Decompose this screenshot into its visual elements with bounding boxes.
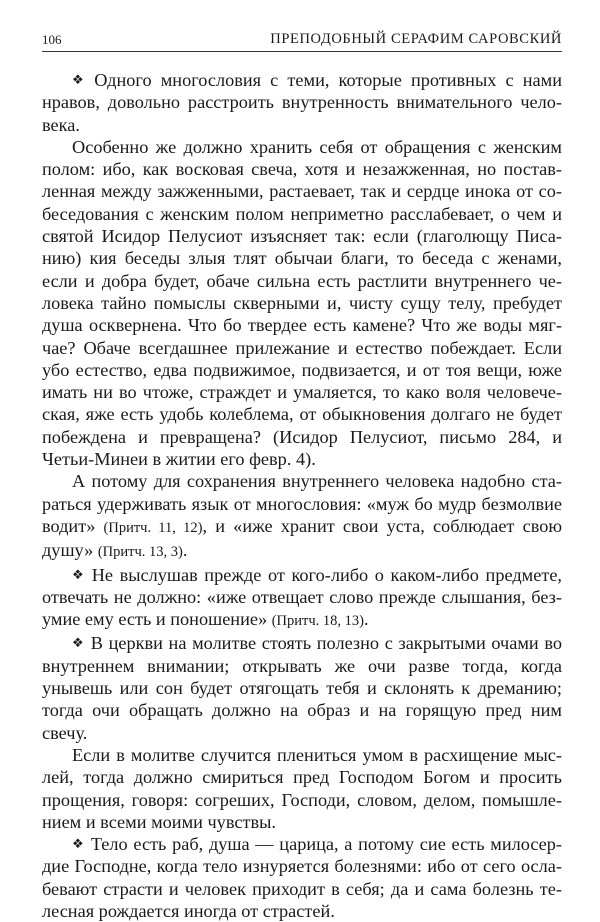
page-number: 106 bbox=[42, 32, 62, 47]
paragraph bbox=[42, 744, 562, 833]
paragraph-text: А потому для сохранения внутреннего человека надобно стараться удерживать язык от многословия: «муж бо мудр безмолвие водит» bbox=[42, 471, 562, 536]
paragraph bbox=[42, 632, 562, 743]
paragraph-text: , и «иже хранит свои уста, соблюдает свою душу» bbox=[42, 515, 563, 561]
diamond-bullet-icon: ❖ bbox=[72, 72, 89, 87]
paragraph-text: Если в молитве случится плениться умом в расхищение мыслей, тогда должно смириться пред Господом Богом и просить прощения, говоря: согреших, Господи, словом, делом, помышлением и всеми моими чувствы. bbox=[42, 744, 562, 832]
paragraph-text: . bbox=[363, 609, 369, 630]
paragraph-text: Одного многословия с теми, которые противных с нами нравов, довольно расстроить внутренность внимательного человека. bbox=[42, 70, 562, 135]
paragraph bbox=[42, 136, 562, 470]
paragraph bbox=[42, 564, 562, 633]
diamond-bullet-icon: ❖ bbox=[72, 836, 85, 852]
book-page bbox=[42, 28, 562, 922]
paragraph-text: В церкви на молитве стоять полезно с закрытыми очами во внутреннем внимании; открывать же очи разве тогда, когда унывешь или сон будет отягощать тебя и склонять к дреманию; тогда очи обращать должно на образ и на горящую пред ним свечу. bbox=[42, 633, 563, 743]
paragraph-text: Особенно же должно хранить себя от обращения с женским полом: ибо, как восковая свеча, хотя и незажженная, но поставленная между зажженными, растаевает, так и сердце инока от собеседования с женским полом неприметно расслабевает, о чем и святой Исидор Пелусиот изъясняет так: если (глаголющу Писанию) кия беседы злыя тлят обычаи благи, то беседа с женами, если и добра будет, обаче сильна есть растлити внутреннего человека тайно помыслы скверными и, чисту сущу телу, пребудет душа осквернена. Что бо твердее есть камене? Что же воды мягчае? Обаче всегдашнее прилежание и естество побеждает. Если убо естество, едва подвижимое, подвизается, и от тоя вещи, юже имать ни во чтоже, страждет и умаляется, то како воля человеческая, яже есть удобь колеблема, от обыкновения долгаго не будет побеждена и превращена? (Исидор Пелусиот, письмо 284, и Четьи-Минеи в житии его февр. 4). bbox=[42, 136, 562, 470]
running-header bbox=[42, 28, 562, 52]
running-title: ПРЕПОДОБНЫЙ СЕРАФИМ САРОВСКИЙ bbox=[270, 31, 562, 47]
paragraph bbox=[42, 69, 562, 136]
scripture-reference: (Притч. 18, 13) bbox=[271, 613, 364, 630]
scripture-reference: (Притч. 11, 12) bbox=[103, 519, 203, 536]
diamond-bullet-icon: ❖ bbox=[72, 566, 86, 582]
paragraph bbox=[42, 470, 562, 563]
paragraph-text: Тело есть раб, душа — царица, а потому сие есть милосердие Господне, когда тело изнуряется болезнями: ибо от сего ослабевают страсти и человек приходит в себя; да и сама болезнь телесная рождается иногда от страстей. bbox=[42, 834, 563, 921]
paragraph-text: Не выслушав прежде от кого-либо о каком-либо предмете, отвечать не должно: «иже отвещает слово прежде слышания, безумие ему есть и поношение» bbox=[42, 564, 562, 630]
paragraph bbox=[42, 833, 562, 922]
paragraph-text: . bbox=[182, 540, 188, 561]
page-body bbox=[42, 69, 562, 922]
scripture-reference: (Притч. 13, 3) bbox=[97, 544, 183, 561]
diamond-bullet-icon: ❖ bbox=[72, 635, 85, 651]
